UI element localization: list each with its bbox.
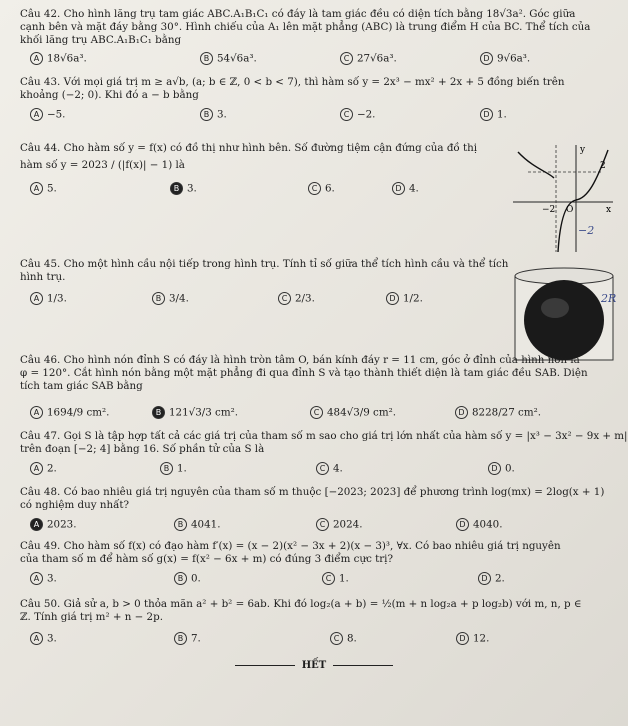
option-circle-icon: A <box>30 462 43 475</box>
option-circle-icon: D <box>480 108 493 121</box>
handwritten-note: −2 <box>578 224 595 237</box>
question-48-line-1: Câu 48. Có bao nhiêu giá trị nguyên của tham số m thuộc [−2023; 2023] để phương trình log(mx) = 2log(x + 1) <box>20 486 605 498</box>
question-45-line-1: Câu 45. Cho một hình cầu nội tiếp trong hình trụ. Tính tỉ số giữa thể tích hình cầu và thể tích <box>20 258 509 270</box>
question-49-line-2: của tham số m để hàm số g(x) = f(x² − 6x + m) có đúng 3 điểm cực trị? <box>20 553 393 565</box>
option-circle-icon: A <box>30 292 43 305</box>
option-circle-icon: D <box>456 632 469 645</box>
q46-option-c[interactable]: C 484√3/9 cm². <box>310 406 396 419</box>
q48-option-a[interactable]: A 2023. <box>30 518 76 531</box>
option-circle-icon: B <box>160 462 173 475</box>
option-circle-icon: B <box>174 632 187 645</box>
option-circle-icon: A <box>30 108 43 121</box>
q50-option-b[interactable]: B 7. <box>174 632 201 645</box>
option-circle-icon: D <box>478 572 491 585</box>
option-circle-icon: D <box>456 518 469 531</box>
question-43-line-1: Câu 43. Với mọi giá trị m ≥ a√b, (a; b ∈ ℤ, 0 < b < 7), thì hàm số y = 2x³ − mx² + 2x + 5 đồng biến trên <box>20 76 565 88</box>
sphere-highlight <box>541 298 569 318</box>
option-circle-icon: A <box>30 632 43 645</box>
option-circle-icon: B <box>200 108 213 121</box>
question-46-line-2: φ = 120°. Cắt hình nón bằng một mặt phẳng đi qua đỉnh S và tạo thành thiết diện là tam giác đều SAB. Diện <box>20 367 588 379</box>
question-42-options <box>30 52 590 66</box>
q47-option-b[interactable]: B 1. <box>160 462 187 475</box>
q43-option-a[interactable]: A −5. <box>30 108 65 121</box>
question-46-line-3: tích tam giác SAB bằng <box>20 380 143 392</box>
q45-option-d[interactable]: D 1/2. <box>386 292 423 305</box>
option-circle-icon: C <box>316 462 329 475</box>
option-circle-icon: A <box>30 518 43 531</box>
option-circle-icon: D <box>480 52 493 65</box>
question-44-line-2: hàm số y = 2023 / (|f(x)| − 1) là <box>20 159 185 171</box>
option-circle-icon: C <box>316 518 329 531</box>
option-circle-icon: C <box>340 52 353 65</box>
option-circle-icon: C <box>278 292 291 305</box>
q44-option-a[interactable]: A 5. <box>30 182 57 195</box>
divider-right <box>333 665 393 666</box>
question-49 <box>20 540 561 566</box>
question-42-line-1: Câu 42. Cho hình lăng trụ tam giác ABC.A₁B₁C₁ có đáy là tam giác đều có diện tích bằng 18√3a². Góc giữa <box>20 8 576 20</box>
option-circle-icon: D <box>392 182 405 195</box>
q47-option-d[interactable]: D 0. <box>488 462 515 475</box>
end-marker <box>0 660 628 671</box>
q42-option-b[interactable]: B 54√6a³. <box>200 52 257 65</box>
question-47 <box>20 430 628 456</box>
question-50-line-2: ℤ. Tính giá trị m² + n − 2p. <box>20 611 163 623</box>
q46-option-d[interactable]: D 8228/27 cm². <box>455 406 541 419</box>
q46-option-a[interactable]: A 1694/9 cm². <box>30 406 109 419</box>
question-47-options <box>30 462 590 476</box>
option-circle-icon: C <box>310 406 323 419</box>
question-44-options <box>30 182 450 196</box>
option-circle-icon: B <box>174 572 187 585</box>
question-48-options <box>30 518 590 532</box>
option-circle-icon: B <box>170 182 183 195</box>
q48-option-c[interactable]: C 2024. <box>316 518 362 531</box>
q42-option-d[interactable]: D 9√6a³. <box>480 52 530 65</box>
q42-option-a[interactable]: A 18√6a³. <box>30 52 87 65</box>
q43-option-c[interactable]: C −2. <box>340 108 375 121</box>
q49-option-b[interactable]: B 0. <box>174 572 201 585</box>
y-axis-label: y <box>580 145 586 155</box>
q49-option-d[interactable]: D 2. <box>478 572 505 585</box>
question-50 <box>20 598 581 624</box>
q50-option-c[interactable]: C 8. <box>330 632 357 645</box>
option-circle-icon: C <box>330 632 343 645</box>
question-42-line-2: cạnh bên và mặt đáy bằng 30°. Hình chiếu của A₁ lên mặt phẳng (ABC) là trung điểm H của BC. Thể tích của <box>20 21 591 33</box>
q47-option-c[interactable]: C 4. <box>316 462 343 475</box>
q46-option-b[interactable]: B 121√3/3 cm². <box>152 406 238 419</box>
option-circle-icon: A <box>30 52 43 65</box>
question-45-options <box>30 292 490 306</box>
question-46 <box>20 354 588 393</box>
q49-option-c[interactable]: C 1. <box>322 572 349 585</box>
option-circle-icon: B <box>152 292 165 305</box>
question-48 <box>20 486 604 512</box>
q45-option-b[interactable]: B 3/4. <box>152 292 189 305</box>
question-49-options <box>30 572 590 586</box>
function-graph <box>508 140 618 255</box>
tick-label-2: 2 <box>600 161 606 171</box>
option-circle-icon: A <box>30 572 43 585</box>
question-44 <box>20 142 500 172</box>
q42-option-c[interactable]: C 27√6a³. <box>340 52 397 65</box>
q50-option-d[interactable]: D 12. <box>456 632 489 645</box>
q45-option-c[interactable]: C 2/3. <box>278 292 315 305</box>
handwritten-2r: 2R <box>601 292 617 305</box>
q43-option-d[interactable]: D 1. <box>480 108 507 121</box>
question-49-line-1: Câu 49. Cho hàm số f(x) có đạo hàm f′(x) = (x − 2)(x² − 3x + 2)(x − 3)³, ∀x. Có bao nhiêu giá trị nguyên <box>20 540 561 552</box>
question-42 <box>20 8 590 47</box>
question-45 <box>20 258 520 284</box>
option-circle-icon: A <box>30 406 43 419</box>
question-43-options <box>30 108 590 122</box>
option-circle-icon: C <box>322 572 335 585</box>
option-circle-icon: B <box>200 52 213 65</box>
q48-option-d[interactable]: D 4040. <box>456 518 502 531</box>
option-circle-icon: C <box>308 182 321 195</box>
option-circle-icon: C <box>340 108 353 121</box>
question-45-line-2: hình trụ. <box>20 271 66 283</box>
question-50-options <box>30 632 590 646</box>
question-48-line-2: có nghiệm duy nhất? <box>20 499 130 511</box>
q43-option-b[interactable]: B 3. <box>200 108 227 121</box>
q44-option-c[interactable]: C 6. <box>308 182 335 195</box>
q48-option-b[interactable]: B 4041. <box>174 518 220 531</box>
q47-option-a[interactable]: A 2. <box>30 462 57 475</box>
sphere <box>524 280 604 360</box>
x-axis-label: x <box>606 205 612 215</box>
option-circle-icon: D <box>488 462 501 475</box>
function-curve <box>518 150 608 252</box>
option-circle-icon: D <box>386 292 399 305</box>
option-circle-icon: B <box>174 518 187 531</box>
q45-option-a[interactable]: A 1/3. <box>30 292 67 305</box>
origin-label: O <box>566 205 574 215</box>
question-42-line-3: khối lăng trụ ABC.A₁B₁C₁ bằng <box>20 34 182 46</box>
question-47-line-1: Câu 47. Gọi S là tập hợp tất cả các giá trị của tham số m sao cho giá trị lớn nhất của hàm số y = |x³ − 3x² − 9x + m| <box>20 430 628 442</box>
question-44-line-1: Câu 44. Cho hàm số y = f(x) có đồ thị như hình bên. Số đường tiệm cận đứng của đồ thị <box>20 142 478 154</box>
option-circle-icon: B <box>152 406 165 419</box>
question-46-options <box>30 406 600 420</box>
q44-option-b[interactable]: B 3. <box>170 182 197 195</box>
q49-option-a[interactable]: A 3. <box>30 572 57 585</box>
divider-left <box>235 665 295 666</box>
q50-option-a[interactable]: A 3. <box>30 632 57 645</box>
option-circle-icon: A <box>30 182 43 195</box>
question-43-line-2: khoảng (−2; 0). Khi đó a − b bằng <box>20 89 199 101</box>
question-46-line-1: Câu 46. Cho hình nón đỉnh S có đáy là hình tròn tâm O, bán kính đáy r = 11 cm, góc ở đỉnh của hình nón là <box>20 354 580 366</box>
tick-label-neg2: −2 <box>542 205 556 215</box>
question-47-line-2: trên đoạn [−2; 4] bằng 16. Số phần tử của S là <box>20 443 265 455</box>
question-50-line-1: Câu 50. Giả sử a, b > 0 thỏa mãn a² + b² = 6ab. Khi đó log₂(a + b) = ½(m + n log₂a + p log₂b) với m, n, p ∈ <box>20 598 582 610</box>
sphere-in-cylinder-figure <box>505 262 623 362</box>
end-label: HẾT <box>301 660 327 671</box>
q44-option-d[interactable]: D 4. <box>392 182 419 195</box>
question-43 <box>20 76 565 102</box>
option-circle-icon: D <box>455 406 468 419</box>
